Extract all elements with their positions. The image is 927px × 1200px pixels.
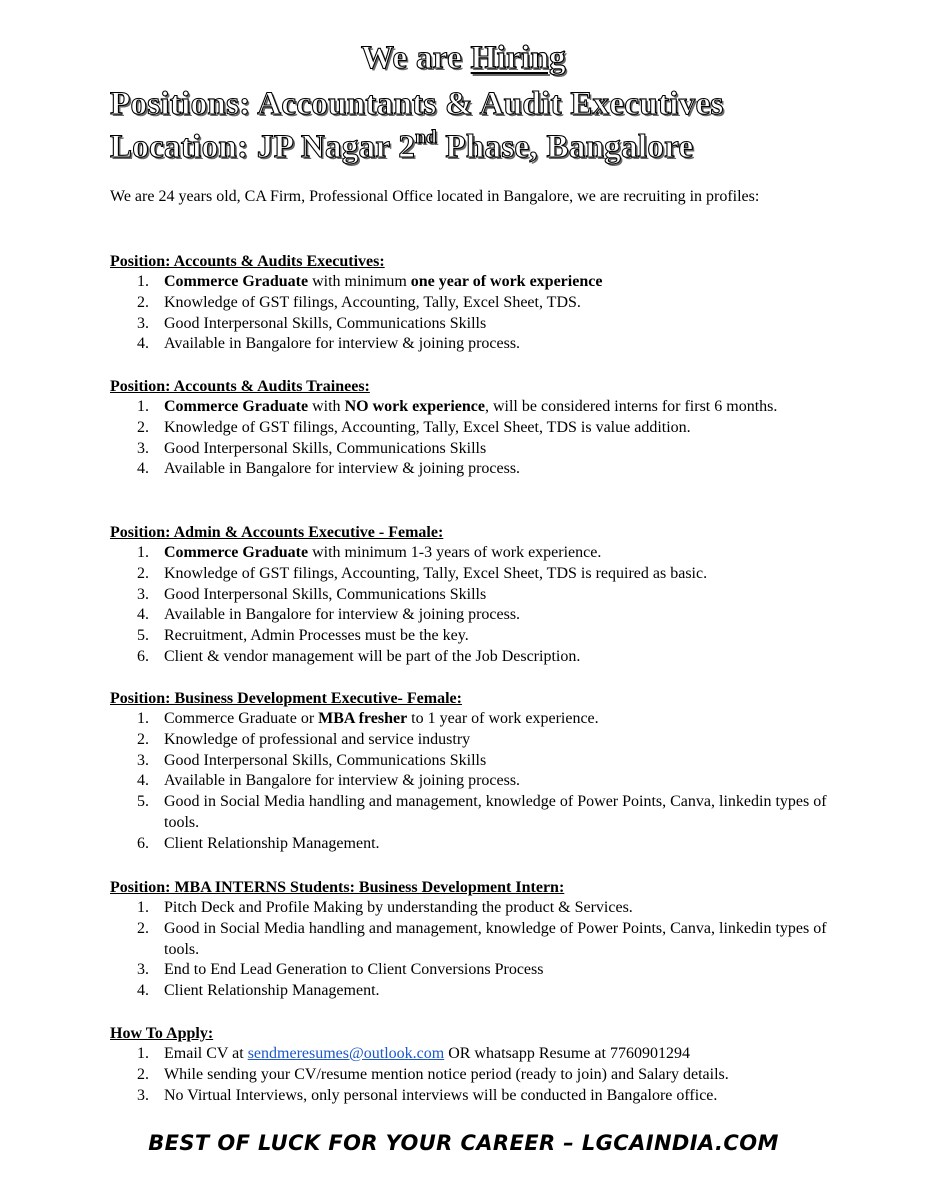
item-text: While sending your CV/resume mention notice period (ready to join) and Salary details. <box>164 1065 729 1083</box>
item-text: Recruitment, Admin Processes must be the key. <box>164 627 469 645</box>
requirements-list <box>110 898 830 1002</box>
item-number: 3. <box>137 585 149 603</box>
item-number: 2. <box>137 1065 149 1083</box>
list-item <box>110 439 830 460</box>
positions-heading: Positions: Accountants & Audit Executives <box>110 86 724 122</box>
item-text: Available in Bangalore for interview & joining process. <box>164 460 521 478</box>
item-text: Client & vendor management will be part of the Job Description. <box>164 647 581 665</box>
item-bold: Commerce Graduate <box>164 544 309 561</box>
list-item <box>110 960 830 981</box>
item-text: Client Relationship Management. <box>164 982 380 1000</box>
item-text: Client Relationship Management. <box>164 834 380 852</box>
item-number: 3. <box>137 751 149 769</box>
item-number: 2. <box>137 919 149 937</box>
item-number: 1. <box>137 899 149 916</box>
list-item <box>110 334 830 355</box>
item-text: Good in Social Media handling and management, knowledge of Power Points, Canva, linkedin types of tools. <box>164 793 827 831</box>
list-item <box>110 605 830 626</box>
section-title: Position: Accounts & Audits Trainees: <box>110 378 370 395</box>
item-number: 2. <box>137 730 149 748</box>
location-text: Location: JP Nagar 2 <box>110 129 416 165</box>
item-number: 1. <box>137 710 149 727</box>
location-heading <box>110 127 693 167</box>
item-number: 5. <box>137 627 149 645</box>
list-item <box>110 919 854 961</box>
item-text: Good Interpersonal Skills, Communications Skills <box>164 314 487 332</box>
item-text: with <box>308 398 345 415</box>
list-item <box>110 751 830 772</box>
list-item <box>110 459 830 480</box>
item-text: Pitch Deck and Profile Making by understanding the product & Services. <box>164 899 633 916</box>
list-item <box>110 981 830 1002</box>
item-number: 3. <box>137 961 149 979</box>
list-item <box>110 314 830 335</box>
item-number: 2. <box>137 418 149 436</box>
list-item <box>110 730 830 751</box>
section-title: Position: Admin & Accounts Executive - Female: <box>110 524 444 541</box>
section-title: Position: Business Development Executive- Female: <box>110 690 462 707</box>
section-business-development-executive <box>110 689 830 855</box>
item-text: Good Interpersonal Skills, Communications Skills <box>164 751 487 769</box>
item-number: 6. <box>137 834 149 852</box>
item-text: Available in Bangalore for interview & joining process. <box>164 606 521 624</box>
requirements-list <box>110 543 830 668</box>
item-number: 1. <box>137 544 149 561</box>
item-number: 2. <box>137 293 149 311</box>
location-text-end: Phase, Bangalore <box>436 129 694 165</box>
list-item <box>110 647 830 668</box>
list-item <box>110 834 830 855</box>
list-item <box>110 293 830 314</box>
section-mba-interns <box>110 878 830 1002</box>
item-number: 2. <box>137 564 149 582</box>
list-item <box>110 1044 830 1065</box>
requirements-list <box>110 397 830 480</box>
item-number: 1. <box>137 1045 149 1062</box>
item-text: Good Interpersonal Skills, Communications Skills <box>164 585 487 603</box>
item-number: 4. <box>137 982 149 1000</box>
item-text: with minimum 1-3 years of work experience. <box>308 544 602 561</box>
item-text: Knowledge of professional and service industry <box>164 730 471 748</box>
hiring-heading-word: Hiring <box>470 40 566 76</box>
item-text: Available in Bangalore for interview & joining process. <box>164 335 521 353</box>
item-number: 3. <box>137 1086 149 1104</box>
intro-paragraph: We are 24 years old, CA Firm, Professional Office located in Bangalore, we are recruiting in profiles: <box>110 188 760 205</box>
section-accounts-executives <box>110 252 830 355</box>
list-item <box>110 709 830 730</box>
item-number: 4. <box>137 772 149 790</box>
list-item <box>110 898 830 919</box>
section-accounts-trainees <box>110 377 830 480</box>
item-text: , will be considered interns for first 6 months. <box>484 398 778 415</box>
item-text: Knowledge of GST filings, Accounting, Tally, Excel Sheet, TDS is required as basic. <box>164 564 708 582</box>
apply-steps-list <box>110 1044 830 1106</box>
list-item <box>110 543 830 564</box>
item-number: 3. <box>137 314 149 332</box>
item-number: 6. <box>137 647 149 665</box>
item-text: OR whatsapp Resume at 7760901294 <box>444 1045 690 1062</box>
item-text: Knowledge of GST filings, Accounting, Tally, Excel Sheet, TDS. <box>164 293 581 311</box>
item-bold: MBA fresher <box>318 710 408 727</box>
list-item <box>110 1086 830 1107</box>
list-item <box>110 792 854 834</box>
footer-tagline: BEST OF LUCK FOR YOUR CAREER – LGCAINDIA.COM <box>148 1131 779 1155</box>
item-text: Email CV at <box>164 1045 248 1062</box>
list-item <box>110 771 830 792</box>
item-bold: Commerce Graduate <box>164 398 309 415</box>
item-text: Commerce Graduate or <box>164 710 319 727</box>
item-bold: Commerce Graduate <box>164 273 309 290</box>
list-item <box>110 1065 830 1086</box>
requirements-list <box>110 272 830 355</box>
item-bold: one year of work experience <box>410 273 603 290</box>
list-item <box>110 397 804 418</box>
item-text: No Virtual Interviews, only personal interviews will be conducted in Bangalore office. <box>164 1086 718 1104</box>
item-text: Knowledge of GST filings, Accounting, Tally, Excel Sheet, TDS is value addition. <box>164 418 691 436</box>
item-number: 1. <box>137 398 149 415</box>
hiring-heading <box>0 38 927 78</box>
section-title: How To Apply: <box>110 1025 214 1042</box>
list-item <box>110 564 830 585</box>
item-text: Good in Social Media handling and management, knowledge of Power Points, Canva, linkedin types of tools. <box>164 919 827 958</box>
item-number: 1. <box>137 273 149 290</box>
item-number: 4. <box>137 606 149 624</box>
section-title: Position: Accounts & Audits Executives: <box>110 253 385 270</box>
list-item <box>110 626 830 647</box>
item-number: 3. <box>137 439 149 457</box>
list-item <box>110 418 830 439</box>
requirements-list <box>110 709 830 855</box>
list-item <box>110 272 830 293</box>
item-text: Good Interpersonal Skills, Communications Skills <box>164 439 487 457</box>
location-ordinal: nd <box>415 127 437 148</box>
section-how-to-apply <box>110 1024 830 1106</box>
email-link[interactable]: sendmeresumes@outlook.com <box>247 1045 445 1062</box>
item-number: 4. <box>137 460 149 478</box>
item-text: End to End Lead Generation to Client Conversions Process <box>164 961 544 979</box>
item-text: Available in Bangalore for interview & joining process. <box>164 772 521 790</box>
section-title: Position: MBA INTERNS Students: Business Development Intern: <box>110 879 565 896</box>
item-bold: NO work experience <box>344 398 485 415</box>
hiring-heading-prefix: We are <box>361 40 471 76</box>
item-number: 4. <box>137 335 149 353</box>
item-number: 5. <box>137 793 149 811</box>
section-admin-executive <box>110 523 830 668</box>
list-item <box>110 585 830 606</box>
item-text: to 1 year of work experience. <box>407 710 599 727</box>
item-text: with minimum <box>308 273 411 290</box>
